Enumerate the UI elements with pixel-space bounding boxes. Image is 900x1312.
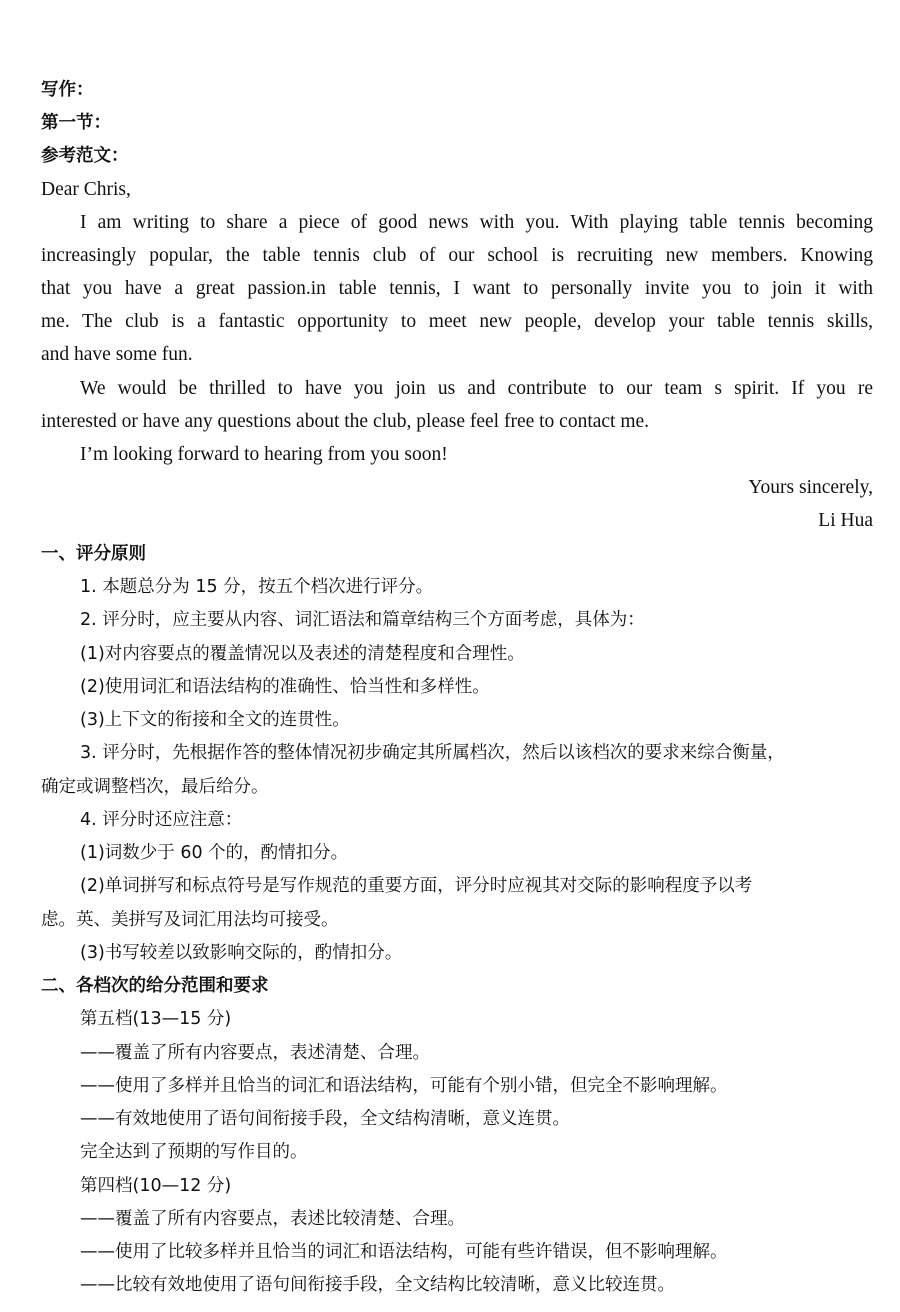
rule-item: 2. 评分时，应主要从内容、词汇语法和篇章结构三个方面考虑，具体为：: [80, 610, 645, 630]
letter-paragraph-line: interested or have any questions about the club, please feel free to contact me.: [41, 411, 650, 432]
level-summary: 完全达到了预期的写作目的。: [80, 1142, 308, 1162]
letter-paragraph-line: I am writing to share a piece of good news with you. With playing table tennis becoming: [80, 212, 873, 233]
rule-sub-item-continued: 虑。英、美拼写及词汇用法均可接受。: [41, 910, 339, 930]
letter-paragraph-line: I’m looking forward to hearing from you soon!: [80, 444, 448, 465]
letter-greeting: Dear Chris,: [41, 179, 131, 200]
score-levels-heading: 二、各档次的给分范围和要求: [41, 976, 269, 996]
level-criterion: ——覆盖了所有内容要点，表述比较清楚、合理。: [80, 1209, 465, 1229]
letter-paragraph-line: and have some fun.: [41, 344, 193, 365]
rule-item: 4. 评分时还应注意：: [80, 810, 243, 830]
section-one-heading: 第一节：: [41, 113, 111, 133]
level-criterion: ——比较有效地使用了语句间衔接手段，全文结构比较清晰，意义比较连贯。: [80, 1275, 675, 1295]
level-criterion: ——使用了比较多样并且恰当的词汇和语法结构，可能有些许错误，但不影响理解。: [80, 1242, 728, 1262]
rule-sub-item: (2)单词拼写和标点符号是写作规范的重要方面，评分时应视其对交际的影响程度予以考: [80, 876, 753, 896]
rule-sub-item: (2)使用词汇和语法结构的准确性、恰当性和多样性。: [80, 677, 490, 697]
rule-sub-item: (3)上下文的衔接和全文的连贯性。: [80, 710, 350, 730]
rule-sub-item: (1)词数少于 60 个的，酌情扣分。: [80, 843, 349, 863]
letter-paragraph-line: me. The club is a fantastic opportunity to meet new people, develop your table tennis skills,: [41, 311, 873, 332]
sample-essay-heading: 参考范文：: [41, 146, 129, 166]
rule-sub-item: (3)书写较差以致影响交际的，酌情扣分。: [80, 943, 403, 963]
scoring-principles-heading: 一、评分原则: [41, 544, 146, 564]
letter-paragraph-line: that you have a great passion.in table tennis, I want to personally invite you to join it with: [41, 278, 873, 299]
rule-item: 3. 评分时，先根据作答的整体情况初步确定其所属档次，然后以该档次的要求来综合衡量，: [80, 743, 785, 763]
letter-signature: Li Hua: [818, 510, 873, 531]
level-criterion: ——有效地使用了语句间衔接手段，全文结构清晰，意义连贯。: [80, 1109, 570, 1129]
level-criterion: ——覆盖了所有内容要点，表述清楚、合理。: [80, 1043, 430, 1063]
rule-sub-item: (1)对内容要点的覆盖情况以及表述的清楚程度和合理性。: [80, 644, 525, 664]
rule-item: 1. 本题总分为 15 分，按五个档次进行评分。: [80, 577, 434, 597]
letter-paragraph-line: increasingly popular, the table tennis club of our school is recruiting new members. Knowing: [41, 245, 873, 266]
level-criterion: ——使用了多样并且恰当的词汇和语法结构，可能有个别小错，但完全不影响理解。: [80, 1076, 728, 1096]
writing-heading: 写作：: [41, 80, 94, 100]
level-four-title: 第四档(10—12 分): [80, 1176, 232, 1196]
letter-closing: Yours sincerely,: [748, 477, 873, 498]
level-five-title: 第五档(13—15 分): [80, 1009, 232, 1029]
letter-paragraph-line: We would be thrilled to have you join us and contribute to our team s spirit. If you re: [80, 378, 873, 399]
rule-item-continued: 确定或调整档次，最后给分。: [41, 777, 269, 797]
